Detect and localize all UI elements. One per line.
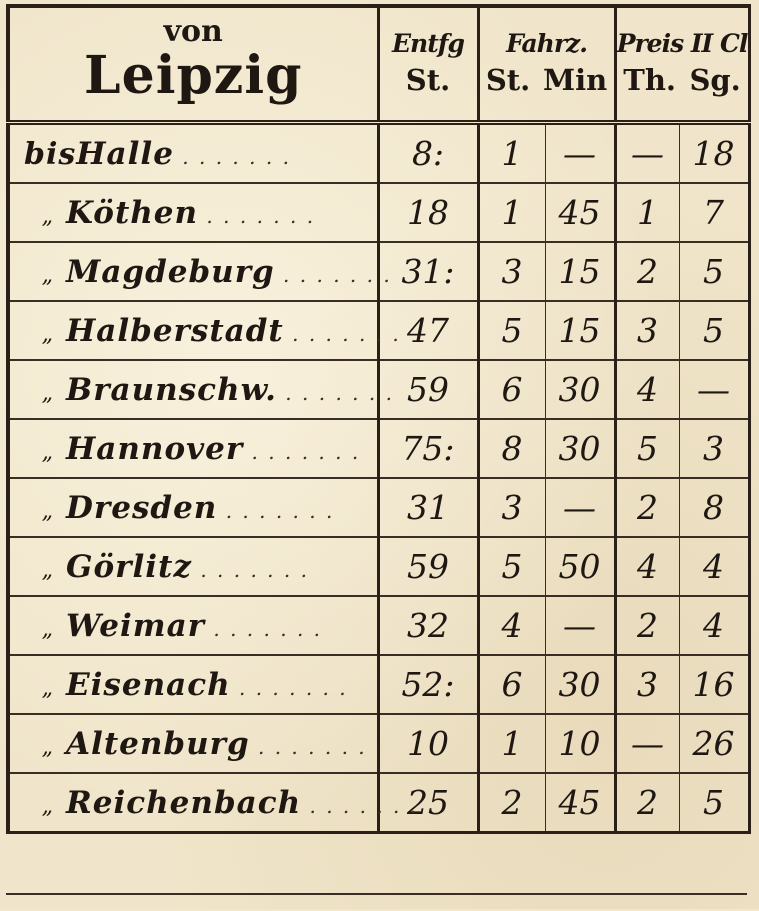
destination-prefix: „ bbox=[41, 793, 54, 819]
destination-prefix: „ bbox=[41, 321, 54, 347]
silbergroschen-cell: 5 bbox=[679, 301, 749, 360]
thaler-cell: — bbox=[615, 714, 679, 773]
minutes-cell: — bbox=[545, 478, 615, 537]
leader-dots: . . . . . . . bbox=[283, 321, 401, 346]
thaler-cell: 4 bbox=[615, 537, 679, 596]
destination-name: Görlitz bbox=[66, 548, 192, 585]
header-price-label: Preis II Cl bbox=[616, 29, 748, 58]
distance-cell: 18 bbox=[378, 183, 478, 242]
minutes-cell: — bbox=[545, 596, 615, 655]
table-row bbox=[8, 360, 749, 419]
destination-name: Magdeburg bbox=[66, 253, 275, 290]
header-distance-label: Entfg bbox=[391, 29, 464, 58]
leader-dots: . . . . . . . bbox=[276, 380, 394, 405]
table-row bbox=[8, 123, 749, 184]
title-von: von bbox=[163, 14, 223, 49]
table-row bbox=[8, 537, 749, 596]
thaler-cell: 4 bbox=[615, 360, 679, 419]
silbergroschen-cell: 3 bbox=[679, 419, 749, 478]
destination-cell bbox=[8, 537, 378, 596]
minutes-cell: 15 bbox=[545, 301, 615, 360]
distance-cell: 59 bbox=[378, 537, 478, 596]
minutes-cell: 30 bbox=[545, 360, 615, 419]
bottom-rule bbox=[6, 893, 747, 911]
hours-cell: 5 bbox=[478, 301, 545, 360]
distance-cell: 47 bbox=[378, 301, 478, 360]
distance-cell: 52: bbox=[378, 655, 478, 714]
header-distance bbox=[378, 6, 478, 123]
hours-cell: 6 bbox=[478, 360, 545, 419]
leader-dots: . . . . . . . bbox=[173, 144, 291, 169]
destination-prefix: „ bbox=[41, 439, 54, 465]
hours-cell: 1 bbox=[478, 123, 545, 184]
minutes-cell: 15 bbox=[545, 242, 615, 301]
silbergroschen-cell: 8 bbox=[679, 478, 749, 537]
minutes-cell: — bbox=[545, 123, 615, 184]
distance-cell: 59 bbox=[378, 360, 478, 419]
thaler-cell: 3 bbox=[615, 655, 679, 714]
silbergroschen-cell: 4 bbox=[679, 596, 749, 655]
distance-cell: 32 bbox=[378, 596, 478, 655]
hours-cell: 3 bbox=[478, 242, 545, 301]
destination-name: Dresden bbox=[66, 489, 218, 526]
leader-dots: . . . . . . . bbox=[249, 734, 367, 759]
silbergroschen-cell: 5 bbox=[679, 773, 749, 833]
minutes-cell: 30 bbox=[545, 655, 615, 714]
leader-dots: . . . . . . . bbox=[230, 675, 348, 700]
destination-name: Altenburg bbox=[66, 725, 250, 762]
silbergroschen-cell: 16 bbox=[679, 655, 749, 714]
hours-cell: 8 bbox=[478, 419, 545, 478]
minutes-cell: 30 bbox=[545, 419, 615, 478]
silbergroschen-cell: 4 bbox=[679, 537, 749, 596]
thaler-cell: 2 bbox=[615, 478, 679, 537]
thaler-cell: 5 bbox=[615, 419, 679, 478]
destination-cell bbox=[8, 419, 378, 478]
thaler-cell: 2 bbox=[615, 596, 679, 655]
destination-cell bbox=[8, 360, 394, 419]
fare-table bbox=[6, 4, 751, 834]
header-price-sgr: Sg. bbox=[689, 63, 741, 97]
destination-name: Halle bbox=[76, 135, 174, 172]
title-city: Leipzig bbox=[84, 45, 303, 106]
thaler-cell: 3 bbox=[615, 301, 679, 360]
silbergroschen-cell: 18 bbox=[679, 123, 749, 184]
destination-prefix: „ bbox=[41, 675, 54, 701]
destination-cell bbox=[8, 123, 378, 184]
destination-cell bbox=[8, 242, 392, 301]
silbergroschen-cell: — bbox=[679, 360, 749, 419]
leader-dots: . . . . . . . bbox=[217, 498, 335, 523]
minutes-cell: 45 bbox=[545, 183, 615, 242]
destination-cell bbox=[8, 655, 378, 714]
destination-prefix: bis bbox=[24, 136, 77, 172]
thaler-cell: — bbox=[615, 123, 679, 184]
destination-prefix: „ bbox=[41, 498, 54, 524]
destination-prefix: „ bbox=[41, 380, 54, 406]
destination-cell bbox=[8, 714, 378, 773]
hours-cell: 6 bbox=[478, 655, 545, 714]
leader-dots: . . . . . . . bbox=[301, 793, 419, 818]
header-time bbox=[478, 6, 615, 123]
distance-cell: 25 bbox=[378, 773, 478, 833]
destination-prefix: „ bbox=[41, 616, 54, 642]
hours-cell: 1 bbox=[478, 714, 545, 773]
table-title bbox=[8, 6, 378, 123]
distance-cell: 31 bbox=[378, 478, 478, 537]
table-row bbox=[8, 655, 749, 714]
destination-name: Eisenach bbox=[66, 666, 231, 703]
leader-dots: . . . . . . . bbox=[198, 203, 316, 228]
destination-prefix: „ bbox=[41, 203, 54, 229]
thaler-cell: 1 bbox=[615, 183, 679, 242]
destination-cell bbox=[8, 301, 401, 360]
destination-prefix: „ bbox=[41, 734, 54, 760]
table-row bbox=[8, 242, 749, 301]
table-body bbox=[8, 123, 749, 833]
table-row bbox=[8, 301, 749, 360]
silbergroschen-cell: 5 bbox=[679, 242, 749, 301]
header-price-thaler: Th. bbox=[623, 63, 676, 97]
destination-name: Hannover bbox=[66, 430, 244, 467]
thaler-cell: 2 bbox=[615, 773, 679, 833]
destination-name: Halberstadt bbox=[66, 312, 284, 349]
destination-cell bbox=[8, 773, 419, 833]
destination-name: Weimar bbox=[66, 607, 206, 644]
distance-cell: 75: bbox=[378, 419, 478, 478]
header-time-label: Fahrz. bbox=[506, 29, 587, 58]
table-row bbox=[8, 419, 749, 478]
table-row bbox=[8, 478, 749, 537]
header-price bbox=[615, 6, 749, 123]
leader-dots: . . . . . . . bbox=[191, 557, 309, 582]
destination-cell bbox=[8, 183, 378, 242]
destination-cell bbox=[8, 596, 378, 655]
hours-cell: 3 bbox=[478, 478, 545, 537]
table-row bbox=[8, 183, 749, 242]
minutes-cell: 45 bbox=[545, 773, 615, 833]
silbergroschen-cell: 26 bbox=[679, 714, 749, 773]
destination-name: Braunschw. bbox=[66, 371, 277, 408]
destination-name: Reichenbach bbox=[66, 784, 302, 821]
destination-cell bbox=[8, 478, 378, 537]
header-time-hours: St. bbox=[485, 63, 531, 97]
minutes-cell: 10 bbox=[545, 714, 615, 773]
destination-prefix: „ bbox=[41, 262, 54, 288]
header-distance-unit: St. bbox=[405, 63, 451, 97]
header-time-minutes: Min bbox=[542, 63, 608, 97]
silbergroschen-cell: 7 bbox=[679, 183, 749, 242]
table-row bbox=[8, 714, 749, 773]
hours-cell: 1 bbox=[478, 183, 545, 242]
hours-cell: 4 bbox=[478, 596, 545, 655]
thaler-cell: 2 bbox=[615, 242, 679, 301]
hours-cell: 5 bbox=[478, 537, 545, 596]
leader-dots: . . . . . . . bbox=[274, 262, 392, 287]
destination-prefix: „ bbox=[41, 557, 54, 583]
distance-cell: 8: bbox=[378, 123, 478, 184]
leader-dots: . . . . . . . bbox=[243, 439, 361, 464]
distance-cell: 10 bbox=[378, 714, 478, 773]
distance-cell: 31: bbox=[378, 242, 478, 301]
leader-dots: . . . . . . . bbox=[205, 616, 323, 641]
table-row bbox=[8, 773, 749, 833]
minutes-cell: 50 bbox=[545, 537, 615, 596]
table-header bbox=[8, 6, 749, 123]
table-row bbox=[8, 596, 749, 655]
destination-name: Köthen bbox=[66, 194, 199, 231]
hours-cell: 2 bbox=[478, 773, 545, 833]
